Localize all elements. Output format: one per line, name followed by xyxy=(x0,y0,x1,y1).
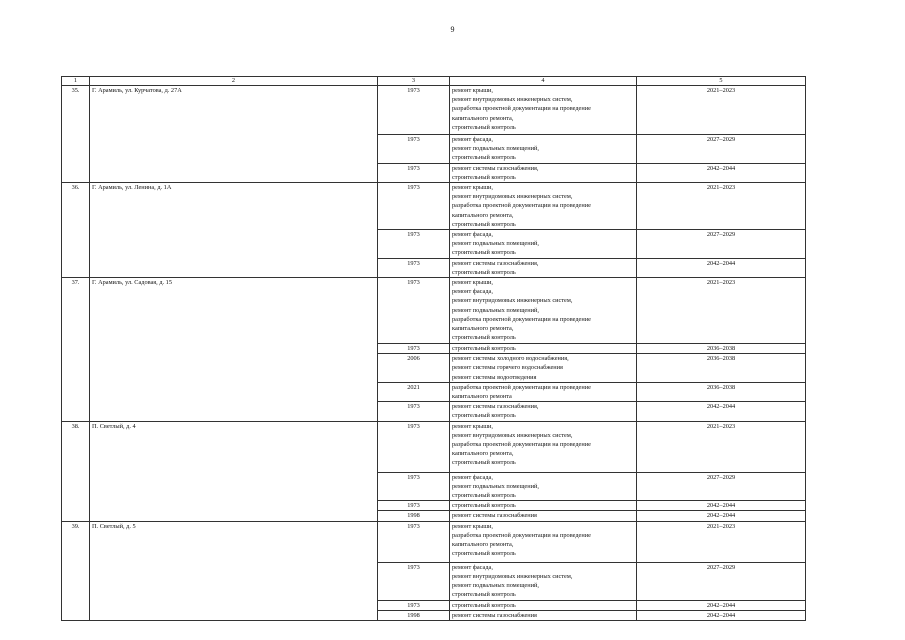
work-line: ремонт фасада, xyxy=(452,563,493,571)
building-number: 35. xyxy=(62,86,90,183)
work-period: 2036–2038 xyxy=(637,354,806,383)
table-row xyxy=(62,86,806,135)
building-address: П. Светлый, д. 5 xyxy=(90,521,378,620)
column-header-2: 2 xyxy=(90,77,378,86)
work-types xyxy=(450,344,637,354)
work-line: капитального ремонта, xyxy=(452,325,514,333)
column-header-3: 3 xyxy=(378,77,450,86)
work-line: строительный контроль xyxy=(452,459,516,467)
work-types xyxy=(450,86,637,135)
work-period: 2021–2023 xyxy=(637,421,806,472)
work-line: строительный контроль xyxy=(452,492,516,500)
building-address: Г. Арамиль, ул. Садовая, д. 15 xyxy=(90,278,378,422)
work-period: 2021–2023 xyxy=(637,521,806,562)
work-line: ремонт системы газоснабжения xyxy=(452,611,537,619)
work-line: ремонт системы водоотведения xyxy=(452,373,537,381)
page-number: 9 xyxy=(450,25,455,34)
work-period: 2042–2044 xyxy=(637,511,806,521)
work-line: строительный контроль xyxy=(452,249,516,257)
work-year: 1998 xyxy=(378,610,450,620)
work-year: 1973 xyxy=(378,600,450,610)
work-period: 2027–2029 xyxy=(637,472,806,501)
work-year: 1973 xyxy=(378,163,450,182)
work-line: ремонт крыши, xyxy=(452,422,494,430)
work-period: 2021–2023 xyxy=(637,278,806,344)
work-types xyxy=(450,600,637,610)
work-line: капитального ремонта, xyxy=(452,211,514,219)
work-types xyxy=(450,562,637,600)
work-line: ремонт внутридомовых инженерных систем, xyxy=(452,297,573,305)
work-line: строительный контроль xyxy=(452,334,516,342)
work-line: капитального ремонта xyxy=(452,393,512,401)
work-types xyxy=(450,402,637,421)
building-address: П. Светлый, д. 4 xyxy=(90,421,378,521)
work-period: 2027–2029 xyxy=(637,230,806,259)
work-types xyxy=(450,610,637,620)
column-header-1: 1 xyxy=(62,77,90,86)
work-period: 2027–2029 xyxy=(637,135,806,164)
work-line: ремонт фасада, xyxy=(452,288,493,296)
work-year: 1973 xyxy=(378,562,450,600)
work-line: ремонт внутридомовых инженерных систем, xyxy=(452,431,573,439)
work-line: ремонт системы газоснабжения xyxy=(452,512,537,520)
work-line: строительный контроль xyxy=(452,268,516,276)
work-line: ремонт подвальных помещений, xyxy=(452,240,539,248)
capital-repair-table xyxy=(61,76,806,621)
work-types xyxy=(450,163,637,182)
building-number: 37. xyxy=(62,278,90,422)
work-types xyxy=(450,278,637,344)
work-year: 1973 xyxy=(378,501,450,511)
work-period: 2021–2023 xyxy=(637,86,806,135)
column-header-4: 4 xyxy=(450,77,637,86)
work-line: ремонт системы газоснабжения, xyxy=(452,164,539,172)
work-period: 2042–2044 xyxy=(637,258,806,277)
work-line: ремонт крыши, xyxy=(452,184,494,192)
table-body xyxy=(62,86,806,621)
work-types xyxy=(450,354,637,383)
work-year: 1973 xyxy=(378,344,450,354)
work-types xyxy=(450,501,637,511)
work-year: 1973 xyxy=(378,521,450,562)
work-line: капитального ремонта, xyxy=(452,450,514,458)
work-line: ремонт подвальных помещений, xyxy=(452,482,539,490)
work-types xyxy=(450,472,637,501)
work-period: 2042–2044 xyxy=(637,600,806,610)
work-types xyxy=(450,521,637,562)
work-types xyxy=(450,183,637,230)
work-line: ремонт крыши, xyxy=(452,522,494,530)
work-line: капитального ремонта, xyxy=(452,541,514,549)
work-year: 1973 xyxy=(378,402,450,421)
work-period: 2021–2023 xyxy=(637,183,806,230)
work-line: ремонт внутридомовых инженерных систем, xyxy=(452,96,573,104)
work-year: 1973 xyxy=(378,135,450,164)
work-line: ремонт крыши, xyxy=(452,87,494,94)
work-period: 2027–2029 xyxy=(637,562,806,600)
work-line: ремонт фасада, xyxy=(452,473,493,481)
work-line: строительный контроль xyxy=(452,123,516,131)
work-period: 2042–2044 xyxy=(637,402,806,421)
work-line: строительный контроль xyxy=(452,502,516,510)
work-year: 2006 xyxy=(378,354,450,383)
work-line: строительный контроль xyxy=(452,412,516,420)
work-line: ремонт фасада, xyxy=(452,231,493,239)
work-year: 1973 xyxy=(378,258,450,277)
work-year: 1973 xyxy=(378,421,450,472)
table-row xyxy=(62,278,806,344)
building-number: 38. xyxy=(62,421,90,521)
work-line: разработка проектной документации на проведение xyxy=(452,202,591,210)
work-types xyxy=(450,230,637,259)
work-year: 1998 xyxy=(378,511,450,521)
work-period: 2042–2044 xyxy=(637,610,806,620)
work-line: капитального ремонта, xyxy=(452,114,514,122)
work-line: ремонт внутридомовых инженерных систем, xyxy=(452,572,573,580)
work-year: 1973 xyxy=(378,183,450,230)
table-row xyxy=(62,421,806,472)
work-line: ремонт подвальных помещений, xyxy=(452,582,539,590)
work-period: 2036–2038 xyxy=(637,382,806,401)
building-number: 39. xyxy=(62,521,90,620)
work-period: 2036–2038 xyxy=(637,344,806,354)
work-line: разработка проектной документации на проведение xyxy=(452,531,591,539)
work-period: 2042–2044 xyxy=(637,163,806,182)
work-line: ремонт фасада, xyxy=(452,136,493,143)
column-header-5: 5 xyxy=(637,77,806,86)
building-address: Г. Арамиль, ул. Курчатова, д. 27А xyxy=(90,86,378,183)
work-period: 2042–2044 xyxy=(637,501,806,511)
work-types xyxy=(450,135,637,164)
work-line: разработка проектной документации на проведение xyxy=(452,441,591,449)
table-row xyxy=(62,521,806,562)
work-line: ремонт системы холодного водоснабжения, xyxy=(452,355,569,363)
work-line: ремонт системы газоснабжения, xyxy=(452,259,539,267)
table-row xyxy=(62,183,806,230)
work-types xyxy=(450,382,637,401)
work-year: 2021 xyxy=(378,382,450,401)
work-line: строительный контроль xyxy=(452,345,516,353)
work-line: строительный контроль xyxy=(452,220,516,228)
work-line: строительный контроль xyxy=(452,591,516,599)
column-numbers-row xyxy=(62,77,806,86)
work-types xyxy=(450,421,637,472)
work-year: 1973 xyxy=(378,472,450,501)
work-year: 1973 xyxy=(378,278,450,344)
work-line: разработка проектной документации на проведение xyxy=(452,383,591,391)
work-line: строительный контроль xyxy=(452,173,516,181)
work-types xyxy=(450,258,637,277)
building-number: 36. xyxy=(62,183,90,278)
building-address: Г. Арамиль, ул. Ленина, д. 1А xyxy=(90,183,378,278)
work-line: разработка проектной документации на проведение xyxy=(452,315,591,323)
work-line: строительный контроль xyxy=(452,154,516,162)
work-types xyxy=(450,511,637,521)
work-line: ремонт внутридомовых инженерных систем, xyxy=(452,193,573,201)
work-year: 1973 xyxy=(378,230,450,259)
work-line: ремонт крыши, xyxy=(452,279,494,287)
work-line: ремонт подвальных помещений, xyxy=(452,306,539,314)
work-line: строительный контроль xyxy=(452,550,516,558)
work-line: ремонт системы газоснабжения, xyxy=(452,403,539,411)
work-year: 1973 xyxy=(378,86,450,135)
work-line: разработка проектной документации на проведение xyxy=(452,105,591,113)
work-line: ремонт подвальных помещений, xyxy=(452,145,539,153)
work-line: строительный контроль xyxy=(452,601,516,609)
work-line: ремонт системы горячего водоснабжения xyxy=(452,364,563,372)
